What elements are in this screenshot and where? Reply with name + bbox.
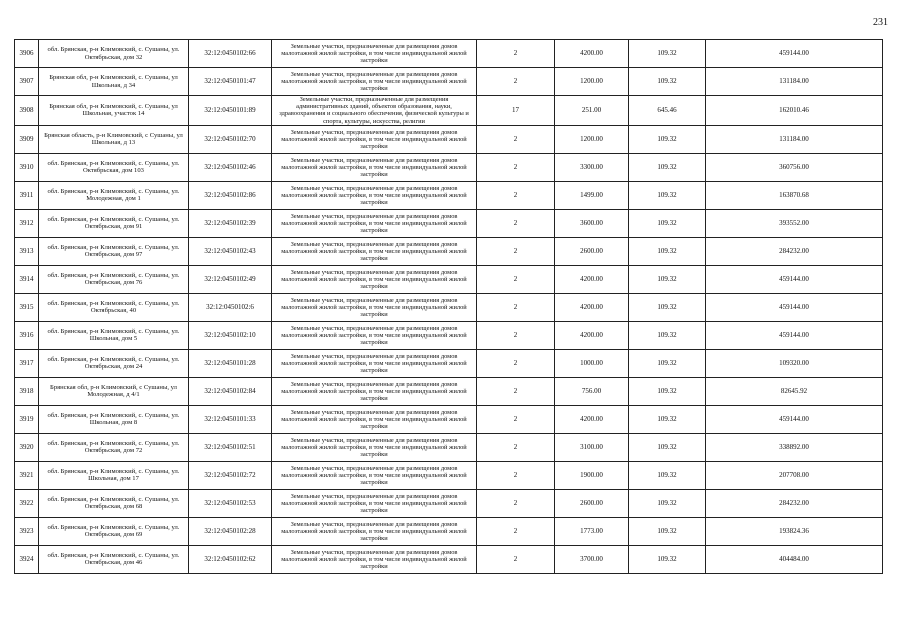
permitted-use-cell: Земельные участки, предназначенные для размещения домов малоэтажной жилой застройки, в том числе индивидуальной жилой застройки <box>272 433 477 461</box>
area-cell: 3300.00 <box>555 153 629 181</box>
use-group-cell: 2 <box>477 517 555 545</box>
permitted-use-cell: Земельные участки, предназначенные для размещения домов малоэтажной жилой застройки, в том числе индивидуальной жилой застройки <box>272 237 477 265</box>
address-cell: обл. Брянская, р-н Климовский, с. Сушаны, ул. Октябрьская, дом 103 <box>39 153 189 181</box>
cadastral-value-cell: 360756.00 <box>706 153 883 181</box>
table-row <box>15 545 883 573</box>
row-number-cell: 3923 <box>15 517 39 545</box>
permitted-use-cell: Земельные участки, предназначенные для размещения домов малоэтажной жилой застройки, в том числе индивидуальной жилой застройки <box>272 181 477 209</box>
cadastral-value-cell: 338892.00 <box>706 433 883 461</box>
specific-value-cell: 109.32 <box>629 237 706 265</box>
row-number-cell: 3911 <box>15 181 39 209</box>
specific-value-cell: 109.32 <box>629 40 706 68</box>
address-cell: обл. Брянская, р-н Климовский, с. Сушаны, ул. Октябрьская, дом 97 <box>39 237 189 265</box>
cadastral-number-cell: 32:12:0450102:39 <box>189 209 272 237</box>
table-row <box>15 181 883 209</box>
table-row <box>15 349 883 377</box>
cadastral-value-cell: 82645.92 <box>706 377 883 405</box>
address-cell: обл. Брянская, р-н Климовский, с. Сушаны, ул. Октябрьская, дом 46 <box>39 545 189 573</box>
cadastral-number-cell: 32:12:0450102:46 <box>189 153 272 181</box>
use-group-cell: 2 <box>477 377 555 405</box>
cadastral-number-cell: 32:12:0450101:28 <box>189 349 272 377</box>
cadastral-value-cell: 163870.68 <box>706 181 883 209</box>
row-number-cell: 3915 <box>15 293 39 321</box>
use-group-cell: 2 <box>477 125 555 153</box>
address-cell: Брянская обл, р-н Климовский, с. Сушаны, ул Школьная, участок 14 <box>39 96 189 126</box>
cadastral-number-cell: 32:12:0450102:72 <box>189 461 272 489</box>
address-cell: Брянская обл, р-н Климовский, с Сушаны, ул Молодежная, д 4/1 <box>39 377 189 405</box>
cadastral-number-cell: 32:12:0450102:51 <box>189 433 272 461</box>
area-cell: 4200.00 <box>555 405 629 433</box>
table-row <box>15 517 883 545</box>
area-cell: 4200.00 <box>555 265 629 293</box>
table-row <box>15 405 883 433</box>
row-number-cell: 3914 <box>15 265 39 293</box>
specific-value-cell: 109.32 <box>629 377 706 405</box>
cadastral-number-cell: 32:12:0450102:43 <box>189 237 272 265</box>
cadastral-value-cell: 459144.00 <box>706 265 883 293</box>
cadastral-value-cell: 162010.46 <box>706 96 883 126</box>
cadastral-value-cell: 393552.00 <box>706 209 883 237</box>
table-row <box>15 433 883 461</box>
use-group-cell: 2 <box>477 489 555 517</box>
permitted-use-cell: Земельные участки, предназначенные для размещения домов малоэтажной жилой застройки, в том числе индивидуальной жилой застройки <box>272 40 477 68</box>
permitted-use-cell: Земельные участки, предназначенные для размещения домов малоэтажной жилой застройки, в том числе индивидуальной жилой застройки <box>272 489 477 517</box>
cadastral-value-cell: 459144.00 <box>706 405 883 433</box>
address-cell: обл. Брянская, р-н Климовский, с. Сушаны, ул. Школьная, дом 17 <box>39 461 189 489</box>
area-cell: 1900.00 <box>555 461 629 489</box>
area-cell: 4200.00 <box>555 40 629 68</box>
permitted-use-cell: Земельные участки, предназначенные для размещения домов малоэтажной жилой застройки, в том числе индивидуальной жилой застройки <box>272 125 477 153</box>
table-row <box>15 237 883 265</box>
table-row <box>15 125 883 153</box>
cadastral-number-cell: 32:12:0450101:89 <box>189 96 272 126</box>
area-cell: 2600.00 <box>555 489 629 517</box>
specific-value-cell: 109.32 <box>629 545 706 573</box>
address-cell: обл. Брянская, р-н Климовский, с. Сушаны, ул. Октябрьская, дом 32 <box>39 40 189 68</box>
cadastral-number-cell: 32:12:0450102:62 <box>189 545 272 573</box>
use-group-cell: 17 <box>477 96 555 126</box>
use-group-cell: 2 <box>477 461 555 489</box>
specific-value-cell: 109.32 <box>629 405 706 433</box>
permitted-use-cell: Земельные участки, предназначенные для размещения домов малоэтажной жилой застройки, в том числе индивидуальной жилой застройки <box>272 517 477 545</box>
specific-value-cell: 645.46 <box>629 96 706 126</box>
permitted-use-cell: Земельные участки, предназначенные для размещения домов малоэтажной жилой застройки, в том числе индивидуальной жилой застройки <box>272 153 477 181</box>
area-cell: 1000.00 <box>555 349 629 377</box>
area-cell: 1499.00 <box>555 181 629 209</box>
cadastral-number-cell: 32:12:0450102:10 <box>189 321 272 349</box>
cadastral-value-cell: 459144.00 <box>706 40 883 68</box>
address-cell: обл. Брянская, р-н Климовский, с. Сушаны, ул. Октябрьская, дом 69 <box>39 517 189 545</box>
address-cell: обл. Брянская, р-н Климовский, с. Сушаны, ул. Школьная, дом 8 <box>39 405 189 433</box>
cadastral-value-cell: 404484.00 <box>706 545 883 573</box>
address-cell: Брянская область, р-н Климовский, с Сушаны, ул Школьная, д 13 <box>39 125 189 153</box>
use-group-cell: 2 <box>477 181 555 209</box>
cadastral-number-cell: 32:12:0450102:70 <box>189 125 272 153</box>
use-group-cell: 2 <box>477 545 555 573</box>
area-cell: 3600.00 <box>555 209 629 237</box>
row-number-cell: 3910 <box>15 153 39 181</box>
use-group-cell: 2 <box>477 237 555 265</box>
address-cell: обл. Брянская, р-н Климовский, с. Сушаны, ул. Октябрьская, дом 76 <box>39 265 189 293</box>
row-number-cell: 3924 <box>15 545 39 573</box>
specific-value-cell: 109.32 <box>629 433 706 461</box>
cadastral-number-cell: 32:12:0450102:66 <box>189 40 272 68</box>
permitted-use-cell: Земельные участки, предназначенные для размещения домов малоэтажной жилой застройки, в том числе индивидуальной жилой застройки <box>272 405 477 433</box>
cadastral-value-cell: 207708.00 <box>706 461 883 489</box>
cadastral-number-cell: 32:12:0450102:6 <box>189 293 272 321</box>
row-number-cell: 3918 <box>15 377 39 405</box>
row-number-cell: 3909 <box>15 125 39 153</box>
area-cell: 4200.00 <box>555 321 629 349</box>
specific-value-cell: 109.32 <box>629 125 706 153</box>
row-number-cell: 3908 <box>15 96 39 126</box>
permitted-use-cell: Земельные участки, предназначенные для размещения домов малоэтажной жилой застройки, в том числе индивидуальной жилой застройки <box>272 545 477 573</box>
area-cell: 4200.00 <box>555 293 629 321</box>
address-cell: обл. Брянская, р-н Климовский, с. Сушаны, ул. Октябрьская, 40 <box>39 293 189 321</box>
permitted-use-cell: Земельные участки, предназначенные для размещения домов малоэтажной жилой застройки, в том числе индивидуальной жилой застройки <box>272 461 477 489</box>
specific-value-cell: 109.32 <box>629 265 706 293</box>
specific-value-cell: 109.32 <box>629 461 706 489</box>
cadastral-value-cell: 131184.00 <box>706 68 883 96</box>
row-number-cell: 3921 <box>15 461 39 489</box>
row-number-cell: 3917 <box>15 349 39 377</box>
address-cell: Брянская обл, р-н Климовский, с. Сушаны, ул Школьная, д 34 <box>39 68 189 96</box>
table-body <box>15 40 883 574</box>
permitted-use-cell: Земельные участки, предназначенные для размещения домов малоэтажной жилой застройки, в том числе индивидуальной жилой застройки <box>272 349 477 377</box>
use-group-cell: 2 <box>477 265 555 293</box>
address-cell: обл. Брянская, р-н Климовский, с. Сушаны, ул. Школьная, дом 5 <box>39 321 189 349</box>
use-group-cell: 2 <box>477 293 555 321</box>
row-number-cell: 3907 <box>15 68 39 96</box>
cadastral-number-cell: 32:12:0450101:47 <box>189 68 272 96</box>
permitted-use-cell: Земельные участки, предназначенные для размещения домов малоэтажной жилой застройки, в том числе индивидуальной жилой застройки <box>272 377 477 405</box>
table-row <box>15 153 883 181</box>
use-group-cell: 2 <box>477 68 555 96</box>
table-row <box>15 40 883 68</box>
cadastral-value-cell: 193824.36 <box>706 517 883 545</box>
permitted-use-cell: Земельные участки, предназначенные для размещения домов малоэтажной жилой застройки, в том числе индивидуальной жилой застройки <box>272 265 477 293</box>
table-row <box>15 321 883 349</box>
area-cell: 756.00 <box>555 377 629 405</box>
cadastral-value-cell: 284232.00 <box>706 489 883 517</box>
cadastral-value-cell: 459144.00 <box>706 293 883 321</box>
cadastral-number-cell: 32:12:0450102:28 <box>189 517 272 545</box>
specific-value-cell: 109.32 <box>629 68 706 96</box>
cadastral-value-cell: 131184.00 <box>706 125 883 153</box>
table-row <box>15 209 883 237</box>
cadastral-value-cell: 284232.00 <box>706 237 883 265</box>
row-number-cell: 3906 <box>15 40 39 68</box>
cadastral-number-cell: 32:12:0450101:33 <box>189 405 272 433</box>
permitted-use-cell: Земельные участки, предназначенные для размещения домов малоэтажной жилой застройки, в том числе индивидуальной жилой застройки <box>272 68 477 96</box>
use-group-cell: 2 <box>477 153 555 181</box>
area-cell: 3700.00 <box>555 545 629 573</box>
table-row <box>15 489 883 517</box>
area-cell: 1200.00 <box>555 68 629 96</box>
cadastral-number-cell: 32:12:0450102:49 <box>189 265 272 293</box>
row-number-cell: 3916 <box>15 321 39 349</box>
permitted-use-cell: Земельные участки, предназначенные для размещения административных зданий, объектов образования, науки, здравоохранения и социального обеспечения, физической культуры и спорта, культуры, искусства, религии <box>272 96 477 126</box>
cadastral-value-cell: 109320.00 <box>706 349 883 377</box>
permitted-use-cell: Земельные участки, предназначенные для размещения домов малоэтажной жилой застройки, в том числе индивидуальной жилой застройки <box>272 321 477 349</box>
specific-value-cell: 109.32 <box>629 181 706 209</box>
table-row <box>15 96 883 126</box>
specific-value-cell: 109.32 <box>629 209 706 237</box>
table-row <box>15 377 883 405</box>
area-cell: 251.00 <box>555 96 629 126</box>
area-cell: 1773.00 <box>555 517 629 545</box>
area-cell: 2600.00 <box>555 237 629 265</box>
specific-value-cell: 109.32 <box>629 293 706 321</box>
specific-value-cell: 109.32 <box>629 153 706 181</box>
use-group-cell: 2 <box>477 40 555 68</box>
table-row <box>15 265 883 293</box>
table-row <box>15 461 883 489</box>
land-plots-table <box>14 39 883 574</box>
row-number-cell: 3913 <box>15 237 39 265</box>
use-group-cell: 2 <box>477 433 555 461</box>
permitted-use-cell: Земельные участки, предназначенные для размещения домов малоэтажной жилой застройки, в том числе индивидуальной жилой застройки <box>272 209 477 237</box>
address-cell: обл. Брянская, р-н Климовский, с. Сушаны, ул. Октябрьская, дом 72 <box>39 433 189 461</box>
row-number-cell: 3922 <box>15 489 39 517</box>
page-number: 231 <box>873 17 888 28</box>
area-cell: 3100.00 <box>555 433 629 461</box>
cadastral-number-cell: 32:12:0450102:84 <box>189 377 272 405</box>
row-number-cell: 3919 <box>15 405 39 433</box>
row-number-cell: 3920 <box>15 433 39 461</box>
table-row <box>15 293 883 321</box>
cadastral-number-cell: 32:12:0450102:53 <box>189 489 272 517</box>
use-group-cell: 2 <box>477 349 555 377</box>
row-number-cell: 3912 <box>15 209 39 237</box>
specific-value-cell: 109.32 <box>629 517 706 545</box>
use-group-cell: 2 <box>477 321 555 349</box>
permitted-use-cell: Земельные участки, предназначенные для размещения домов малоэтажной жилой застройки, в том числе индивидуальной жилой застройки <box>272 293 477 321</box>
address-cell: обл. Брянская, р-н Климовский, с. Сушаны, ул. Молодежная, дом 1 <box>39 181 189 209</box>
address-cell: обл. Брянская, р-н Климовский, с. Сушаны, ул. Октябрьская, дом 68 <box>39 489 189 517</box>
specific-value-cell: 109.32 <box>629 321 706 349</box>
table-row <box>15 68 883 96</box>
cadastral-number-cell: 32:12:0450102:86 <box>189 181 272 209</box>
area-cell: 1200.00 <box>555 125 629 153</box>
specific-value-cell: 109.32 <box>629 349 706 377</box>
cadastral-value-cell: 459144.00 <box>706 321 883 349</box>
use-group-cell: 2 <box>477 405 555 433</box>
address-cell: обл. Брянская, р-н Климовский, с. Сушаны, ул. Октябрьская, дом 91 <box>39 209 189 237</box>
specific-value-cell: 109.32 <box>629 489 706 517</box>
address-cell: обл. Брянская, р-н Климовский, с. Сушаны, ул. Октябрьская, дом 24 <box>39 349 189 377</box>
use-group-cell: 2 <box>477 209 555 237</box>
